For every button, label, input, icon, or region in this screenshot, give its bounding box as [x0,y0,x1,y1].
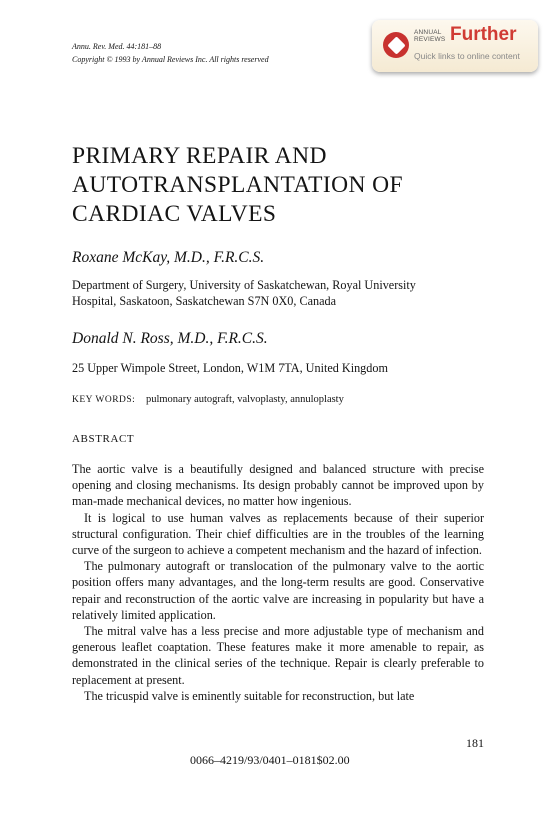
abstract-body [72,461,484,704]
further-tagline: Quick links to online content [414,51,520,61]
title-line: CARDIAC VALVES [72,201,277,227]
annual-reviews-label: ANNUAL REVIEWS [414,29,446,43]
author-name: Roxane McKay, M.D., F.R.C.S. [72,249,265,266]
abstract-paragraph: The pulmonary autograft or translocation of the pulmonary valve to the aortic position offers many advantages, and the long-term results are good. Conservative repair and reconstruction of the aortic valve are increasing in popularity but have a relatively limited application. [72,559,484,622]
journal-citation: Annu. Rev. Med. 44:181–88 [72,42,162,51]
copyright-line: Copyright © 1993 by Annual Reviews Inc. All rights reserved [72,55,269,64]
title-line: AUTOTRANSPLANTATION OF [72,172,403,198]
annual-reviews-logo-icon [383,32,409,58]
abstract-paragraph: The mitral valve has a less precise and more adjustable type of mechanism and generous leaflet coaptation. These features make it more amenable to repair, as demonstrated in the clinical series of the technique. Repair is clearly preferable to replacement at present. [72,624,484,687]
abstract-heading: ABSTRACT [72,433,135,445]
journal-citation-block [72,40,269,66]
abstract-paragraph: It is logical to use human valves as replacements because of their superior structural configuration. Their chief difficulties are in the troubles of the learning curve of the surgeon to achieve a competent mechanism and the hazard of infection. [72,510,484,558]
article-title [72,142,403,229]
keywords-label: KEY WORDS: [72,395,136,405]
title-line: PRIMARY REPAIR AND [72,143,327,169]
keywords-list: pulmonary autograft, valvoplasty, annuloplasty [145,394,344,405]
further-links-badge[interactable] [372,20,538,72]
page-number: 181 [466,736,484,750]
price-code: 0066–4219/93/0401–0181$02.00 [190,753,350,767]
keywords-line [72,394,344,405]
abstract-paragraph: The aortic valve is a beautifully designed and balanced structure with precise opening and closing mechanisms. Its design probably cannot be improved upon by man-made mechanical devices, no matter how ingenious. [72,462,484,509]
abstract-paragraph: The tricuspid valve is eminently suitable for reconstruction, but late [84,688,415,703]
author-affiliation: Department of Surgery, University of Saskatchewan, Royal University Hospital, Saskatoon, Saskatchewan S7N 0X0, Canada [72,278,416,308]
author-affiliation: 25 Upper Wimpole Street, London, W1M 7TA, United Kingdom [72,361,388,375]
further-label: Further [450,24,517,45]
author-name: Donald N. Ross, M.D., F.R.C.S. [72,330,268,347]
